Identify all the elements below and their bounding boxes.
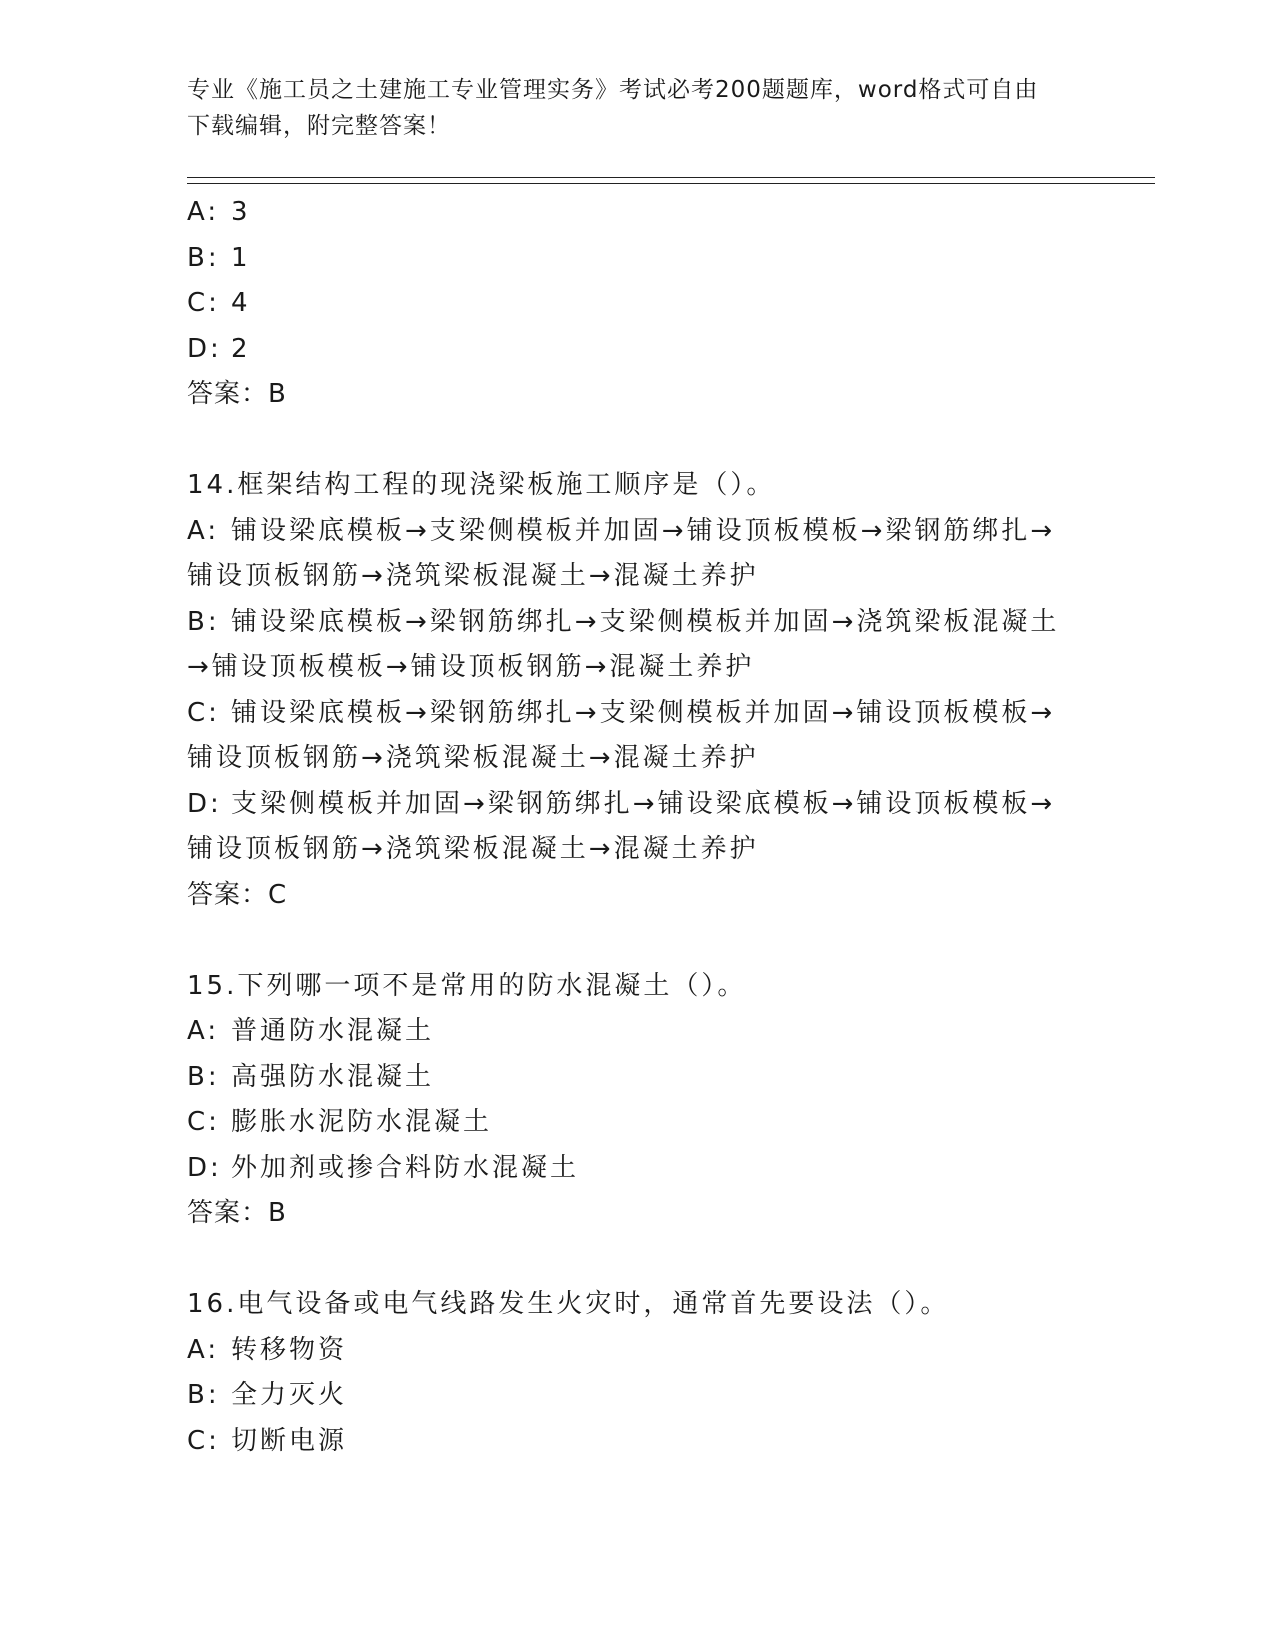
option-c xyxy=(187,1419,1087,1465)
option-label: D: xyxy=(187,1152,222,1183)
option-a-continued: 铺设顶板钢筋→浇筑梁板混凝土→混凝土养护 xyxy=(187,561,759,591)
option-d xyxy=(187,327,1087,373)
option-text: 支梁侧模板并加固→梁钢筋绑扎→铺设梁底模板→铺设顶板模板→ xyxy=(231,788,1056,819)
option-label: A: xyxy=(187,197,220,227)
header-title-line-2: 下载编辑，附完整答案！ xyxy=(187,113,451,139)
option-label: A: xyxy=(187,1016,220,1046)
option-a xyxy=(187,1009,1087,1055)
option-text: 膨胀水泥防水混凝土 xyxy=(231,1107,493,1137)
answer-line: 答案：B xyxy=(187,1198,287,1228)
option-label: B: xyxy=(187,606,220,637)
option-text: 全力灭火 xyxy=(231,1380,348,1410)
option-text: 铺设梁底模板→支梁侧模板并加固→铺设顶板模板→梁钢筋绑扎→ xyxy=(231,515,1056,546)
option-label: B: xyxy=(187,1380,220,1410)
answer-line: 答案：C xyxy=(187,879,288,910)
option-text: 2 xyxy=(231,333,251,364)
option-b-continued: →铺设顶板模板→铺设顶板钢筋→混凝土养护 xyxy=(187,652,755,682)
option-b xyxy=(187,1055,1087,1101)
spacer xyxy=(187,1237,1087,1283)
question-text: 15.下列哪一项不是常用的防水混凝土（）。 xyxy=(187,970,747,1001)
option-label: C: xyxy=(187,288,220,318)
option-d-continued: 铺设顶板钢筋→浇筑梁板混凝土→混凝土养护 xyxy=(187,834,759,864)
option-b xyxy=(187,1373,1087,1419)
option-text: 高强防水混凝土 xyxy=(231,1061,435,1092)
header-divider-top xyxy=(187,177,1155,178)
option-a xyxy=(187,509,1087,555)
option-a xyxy=(187,190,1087,236)
question-14 xyxy=(187,463,1087,918)
option-c xyxy=(187,1100,1087,1146)
header-divider-bottom xyxy=(187,183,1155,184)
question-16 xyxy=(187,1282,1087,1464)
option-label: C: xyxy=(187,1107,220,1137)
question-15 xyxy=(187,964,1087,1237)
header-title-line-1: 专业《施工员之土建施工专业管理实务》考试必考200题题库，word格式可自由 xyxy=(187,77,1039,103)
option-label: B: xyxy=(187,242,220,273)
question-list xyxy=(187,190,1087,1464)
option-label: C: xyxy=(187,697,220,728)
option-b xyxy=(187,600,1087,646)
option-label: B: xyxy=(187,1061,220,1092)
option-c-continued: 铺设顶板钢筋→浇筑梁板混凝土→混凝土养护 xyxy=(187,743,759,773)
question-text: 14.框架结构工程的现浇梁板施工顺序是（）。 xyxy=(187,470,776,500)
option-c xyxy=(187,691,1087,737)
option-text: 3 xyxy=(231,197,251,227)
option-text: 切断电源 xyxy=(231,1425,348,1456)
option-text: 1 xyxy=(231,242,251,273)
option-text: 外加剂或掺合料防水混凝土 xyxy=(231,1152,580,1183)
option-label: D: xyxy=(187,788,222,819)
option-a xyxy=(187,1328,1087,1374)
option-text: 转移物资 xyxy=(231,1334,348,1365)
spacer xyxy=(187,918,1087,964)
option-label: C: xyxy=(187,1425,220,1456)
spacer xyxy=(187,418,1087,464)
question-text: 16.电气设备或电气线路发生火灾时，通常首先要设法（）。 xyxy=(187,1289,950,1319)
option-label: A: xyxy=(187,1334,220,1365)
option-d xyxy=(187,782,1087,828)
answer-line: 答案：B xyxy=(187,379,287,409)
option-text: 铺设梁底模板→梁钢筋绑扎→支梁侧模板并加固→铺设顶板模板→ xyxy=(231,697,1056,728)
document-header xyxy=(187,72,1067,144)
question-13 xyxy=(187,190,1087,418)
option-d xyxy=(187,1146,1087,1192)
option-label: D: xyxy=(187,333,222,364)
option-b xyxy=(187,236,1087,282)
option-text: 普通防水混凝土 xyxy=(231,1016,435,1046)
option-text: 铺设梁底模板→梁钢筋绑扎→支梁侧模板并加固→浇筑梁板混凝土 xyxy=(231,606,1060,637)
option-label: A: xyxy=(187,515,220,546)
option-c xyxy=(187,281,1087,327)
option-text: 4 xyxy=(231,288,251,318)
